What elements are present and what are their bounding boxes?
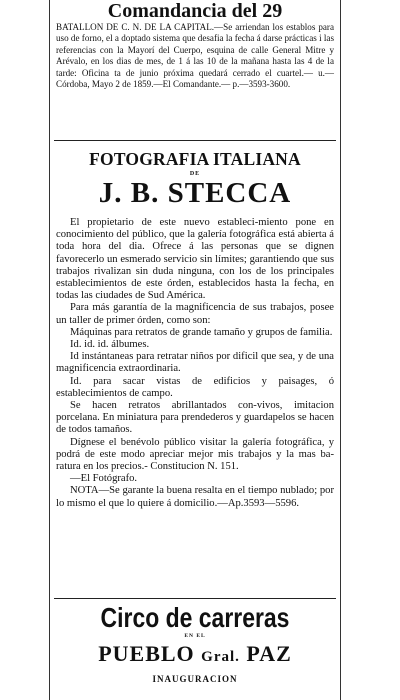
photo-ad-paragraph: Para más garantía de la magnificencia de sus trabajos, posee un taller de primer órden, como son: (56, 302, 334, 326)
divider-rule (54, 140, 336, 141)
photo-ad-paragraph: El propietario de este nuevo estableci-miento pone en conocimiento del público, que la galería fotográfica está abierta á toda hora del dia. Ofrece á las personas que se dignen favorecerlo un esmerado servicio sin límites; garantiendo que sus trabajos rivalizan sin duda ninguna, con los de los principales establecimientos de este órden, establecidos hasta la fecha, en todas las ciudades de Sud América. (56, 217, 334, 302)
photo-ad-paragraph: Id. para sacar vistas de edificios y paisages, ó establecimientos de campo. (56, 375, 334, 399)
photo-ad-paragraph: Máquinas para retratos de grande tamaño y grupos de familia. (70, 326, 333, 338)
circo-title: Circo de carreras (100, 602, 290, 633)
circo-place-main: PUEBLO (98, 641, 195, 666)
photo-ad-paragraph: Se hacen retratos abrillantados con-vivos, imitacion porcelana. En miniatura para prendederos y guardapelos se hacen de todos tamaños. (56, 400, 334, 436)
notice-text: BATALLON DE C. N. DE LA CAPITAL.—Se arriendan los establos para uso de forno, el a doptado sistema que desafia la fecha á darse prácticas i las referencias con la Mayorí del Cuerpo, esquina de calle General Mitre y Arévalo, en los dias de mes, de 1 á las 10 de la mañana hasta las 4 de la tarde: Oficina ta de junio próxima quedará cerrado el cuartel.— u.—Córdoba, Mayo 2 de 1859.—El Comandante.— p.—3593-3600. (56, 22, 334, 90)
photo-ad-paragraph: Dígnese el benévolo público visitar la galería fotográfica, y podrá de este modo apreciar mejor mis trabajos y la mas ba-ratura en los precios.- Constitucion N. 151. (56, 436, 334, 473)
photo-ad-de: DE (189, 171, 201, 177)
photo-ad-signature: —El Fotógrafo. (70, 473, 138, 485)
photo-ad-name: J. B. STECCA (98, 177, 292, 209)
photo-ad-heading: FOTOGRAFIA ITALIANA (89, 149, 301, 169)
photo-ad-body (56, 217, 334, 510)
divider-rule (54, 598, 336, 599)
notice-title: Comandancia del 29 (107, 0, 283, 22)
circo-en-el: EN EL (184, 633, 206, 639)
circo-place-end: PAZ (246, 641, 292, 666)
ad-column (49, 0, 341, 700)
photo-ad-paragraph: Id. id. id. álbumes. (70, 339, 150, 351)
photo-ad-note: NOTA—Se garante la buena resalta en el tiempo nublado; por lo mismo el que lo quiere á domicilio.—Ap.3593—5596. (56, 485, 334, 509)
notice-text-block (56, 22, 334, 90)
circo-place (56, 640, 334, 671)
circo-place-gral: Gral. (201, 649, 240, 665)
photo-ad-paragraph: Id instántaneas para retratar niños por dificil que sea, y de una magnificencia extraordinaria. (56, 351, 334, 375)
circo-subtitle: INAUGURACION (152, 674, 238, 684)
